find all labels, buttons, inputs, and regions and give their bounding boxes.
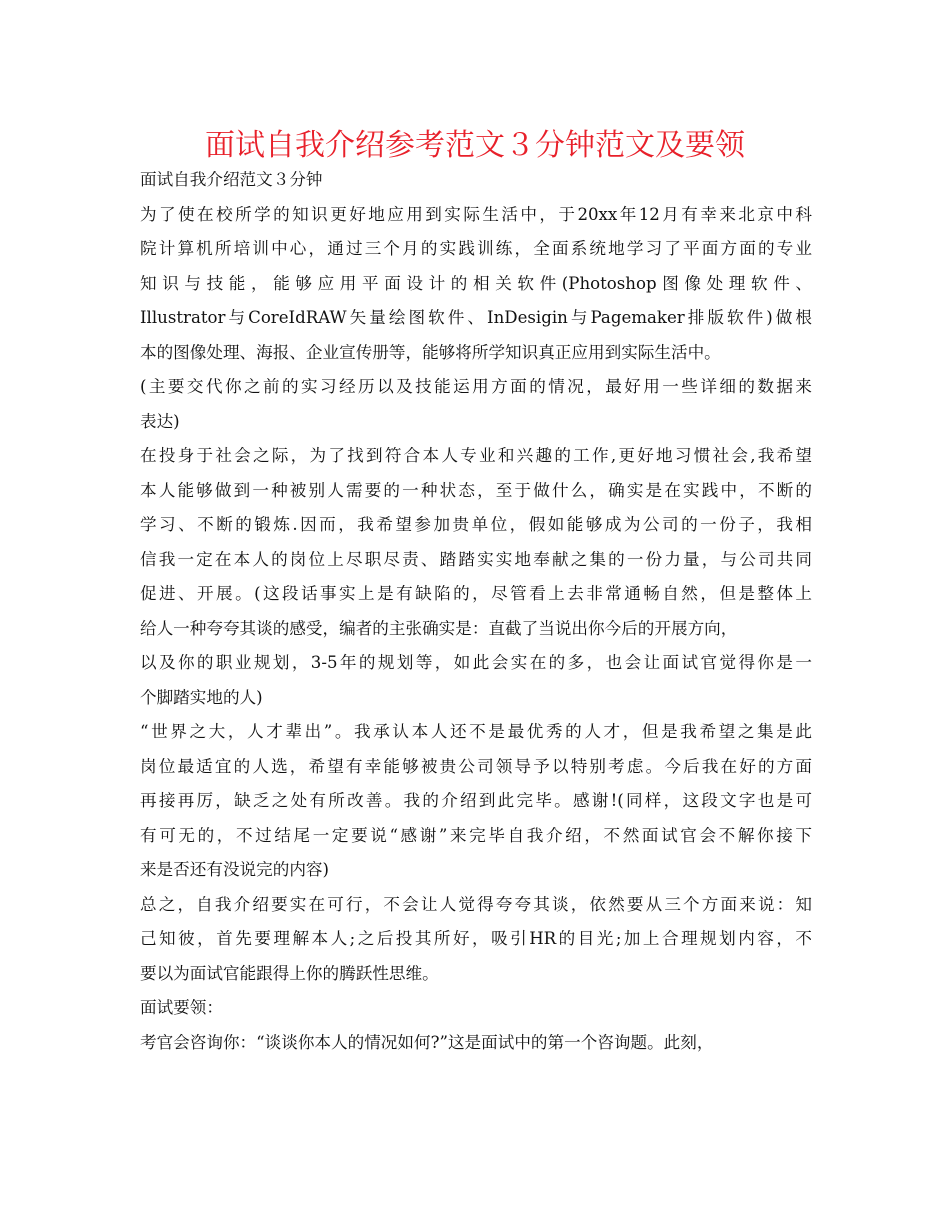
text-line: 来是否还有没说完的内容) [140,860,330,879]
text-line: 院计算机所培训中心，通过三个月的实践训练，全面系统地学习了平面方面的专业 [140,239,812,258]
text-line: 促进、开展。(这段话事实上是有缺陷的，尽管看上去非常通畅自然，但是整体上 [140,584,812,603]
text-line: 为了使在校所学的知识更好地应用到实际生活中，于20xx年12月有幸来北京中科 [140,204,812,224]
text-line: 信我一定在本人的岗位上尽职尽责、踏踏实实地奉献之集的一份力量，与公司共同 [140,549,812,569]
text-line: 以及你的职业规划，3-5年的规划等，如此会实在的多，也会让面试官觉得你是一 [140,653,812,672]
document-title: 面试自我介绍参考范文３分钟范文及要领 [205,128,745,163]
text-line: 学习、不断的锻炼.因而，我希望参加贵单位，假如能够成为公司的一份子，我相 [140,515,812,534]
text-line: 岗位最适宜的人选，希望有幸能够被贵公司领导予以特别考虑。今后我在好的方面 [140,756,812,776]
text-line: 在投身于社会之际，为了找到符合本人专业和兴趣的工作,更好地习惯社会,我希望 [140,446,812,465]
text-line: 考官会咨询你：“谈谈你本人的情况如何?”这是面试中的第一个咨询题。此刻， [140,1032,714,1052]
text-line: 己知彼，首先要理解本人;之后投其所好，吸引HR的目光;加上合理规划内容，不 [140,929,812,948]
text-line: 本人能够做到一种被别人需要的一种状态，至于做什么，确实是在实践中，不断的 [140,480,812,500]
text-line: “世界之大，人才辈出”。我承认本人还不是最优秀的人才，但是我希望之集是此 [140,722,812,741]
text-line: Illustrator与CoreIdRAW矢量绘图软件、InDesigin与Pagemaker排版软件)做根 [140,308,812,327]
text-line: 知识与技能，能够应用平面设计的相关软件(Photoshop图像处理软件、 [140,273,812,293]
text-line: (主要交代你之前的实习经历以及技能运用方面的情况，最好用一些详细的数据来 [140,377,812,396]
document-body [140,163,812,1060]
text-line: 要以为面试官能跟得上你的腾跃性思维。 [140,963,439,983]
text-line: 给人一种夸夸其谈的感受，编者的主张确实是：直截了当说出你今后的开展方向， [140,618,738,638]
text-line: 再接再厉，缺乏之处有所改善。我的介绍到此完毕。感谢!(同样，这段文字也是可 [140,791,812,810]
text-line: 有可无的，不过结尾一定要说“感谢”来完毕自我介绍，不然面试官会不解你接下 [140,825,812,845]
text-line: 表达) [140,411,180,431]
text-line: 面试自我介绍范文３分钟 [140,170,323,189]
text-line: 总之，自我介绍要实在可行，不会让人觉得夸夸其谈，依然要从三个方面来说：知 [140,894,812,914]
text-line: 面试要领： [140,998,223,1017]
text-line: 个脚踏实地的人) [140,687,263,707]
text-line: 本的图像处理、海报、企业宣传册等，能够将所学知识真正应用到实际生活中。 [140,342,721,362]
